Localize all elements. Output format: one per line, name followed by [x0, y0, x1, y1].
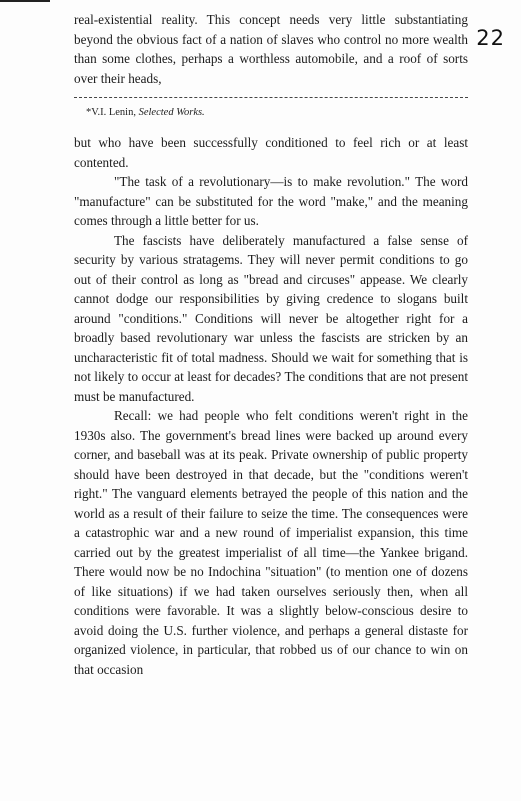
footnote: [74, 105, 468, 121]
paragraph-opening: real-existential reality. This concept needs very little substantiating beyond the obvious fact of a nation of slaves who control no more wealth than some clothes, perhaps a worthless automobile, and a roof of sorts over their heads,: [74, 12, 468, 86]
paragraph-recall: Recall: we had people who felt conditions weren't right in the 1930s also. The government's bread lines were backed up around every corner, and baseball was at its peak. Private ownership of public property should have been destroyed in that decade, but the "conditions weren't right." The vanguard elements betrayed the people of this nation and the world as a result of their failure to seize the time. The consequences were a catastrophic war and a new round of imperialist expansion, this time carried out by the greatest imperialist of all time—the Yankee brigand. There would now be no Indochina "situation" (to mention one of dozens of like situations) if we had taken ourselves seriously then, when all conditions were favorable. It was a slightly below-conscious desire to avoid doing the U.S. further violence, and perhaps a general distaste for organized violence, in particular, that robbed us of our chance to win on that occasion: [74, 408, 468, 677]
body-text: [74, 10, 468, 679]
paragraph-quote: "The task of a revolutionary—is to make revolution." The word "manufacture" can be substituted for the word "make," and the meaning comes through a little better for us.: [74, 174, 468, 228]
footnote-author: *V.I. Lenin,: [86, 107, 136, 118]
paragraph-fascists: The fascists have deliberately manufactured a false sense of security by various stratagems. They will never permit conditions to go out of their control as long as "bread and circuses" appease. We clearly cannot dodge our responsibilities by giving credence to slogans built around "conditions." Conditions will never be altogether right for a broadly based revolutionary war unless the fascists are stricken by an uncharacteristic fit of total madness. Should we wait for something that is not likely to occur at least for decades? The conditions that are not present must be manufactured.: [74, 232, 468, 404]
footnote-divider: [74, 97, 468, 99]
footnote-title: Selected Works.: [138, 107, 205, 118]
paragraph-continuation: but who have been successfully conditioned to feel rich or at least contented.: [74, 135, 468, 170]
page-number: 22: [476, 26, 505, 50]
top-rule: [0, 0, 50, 2]
